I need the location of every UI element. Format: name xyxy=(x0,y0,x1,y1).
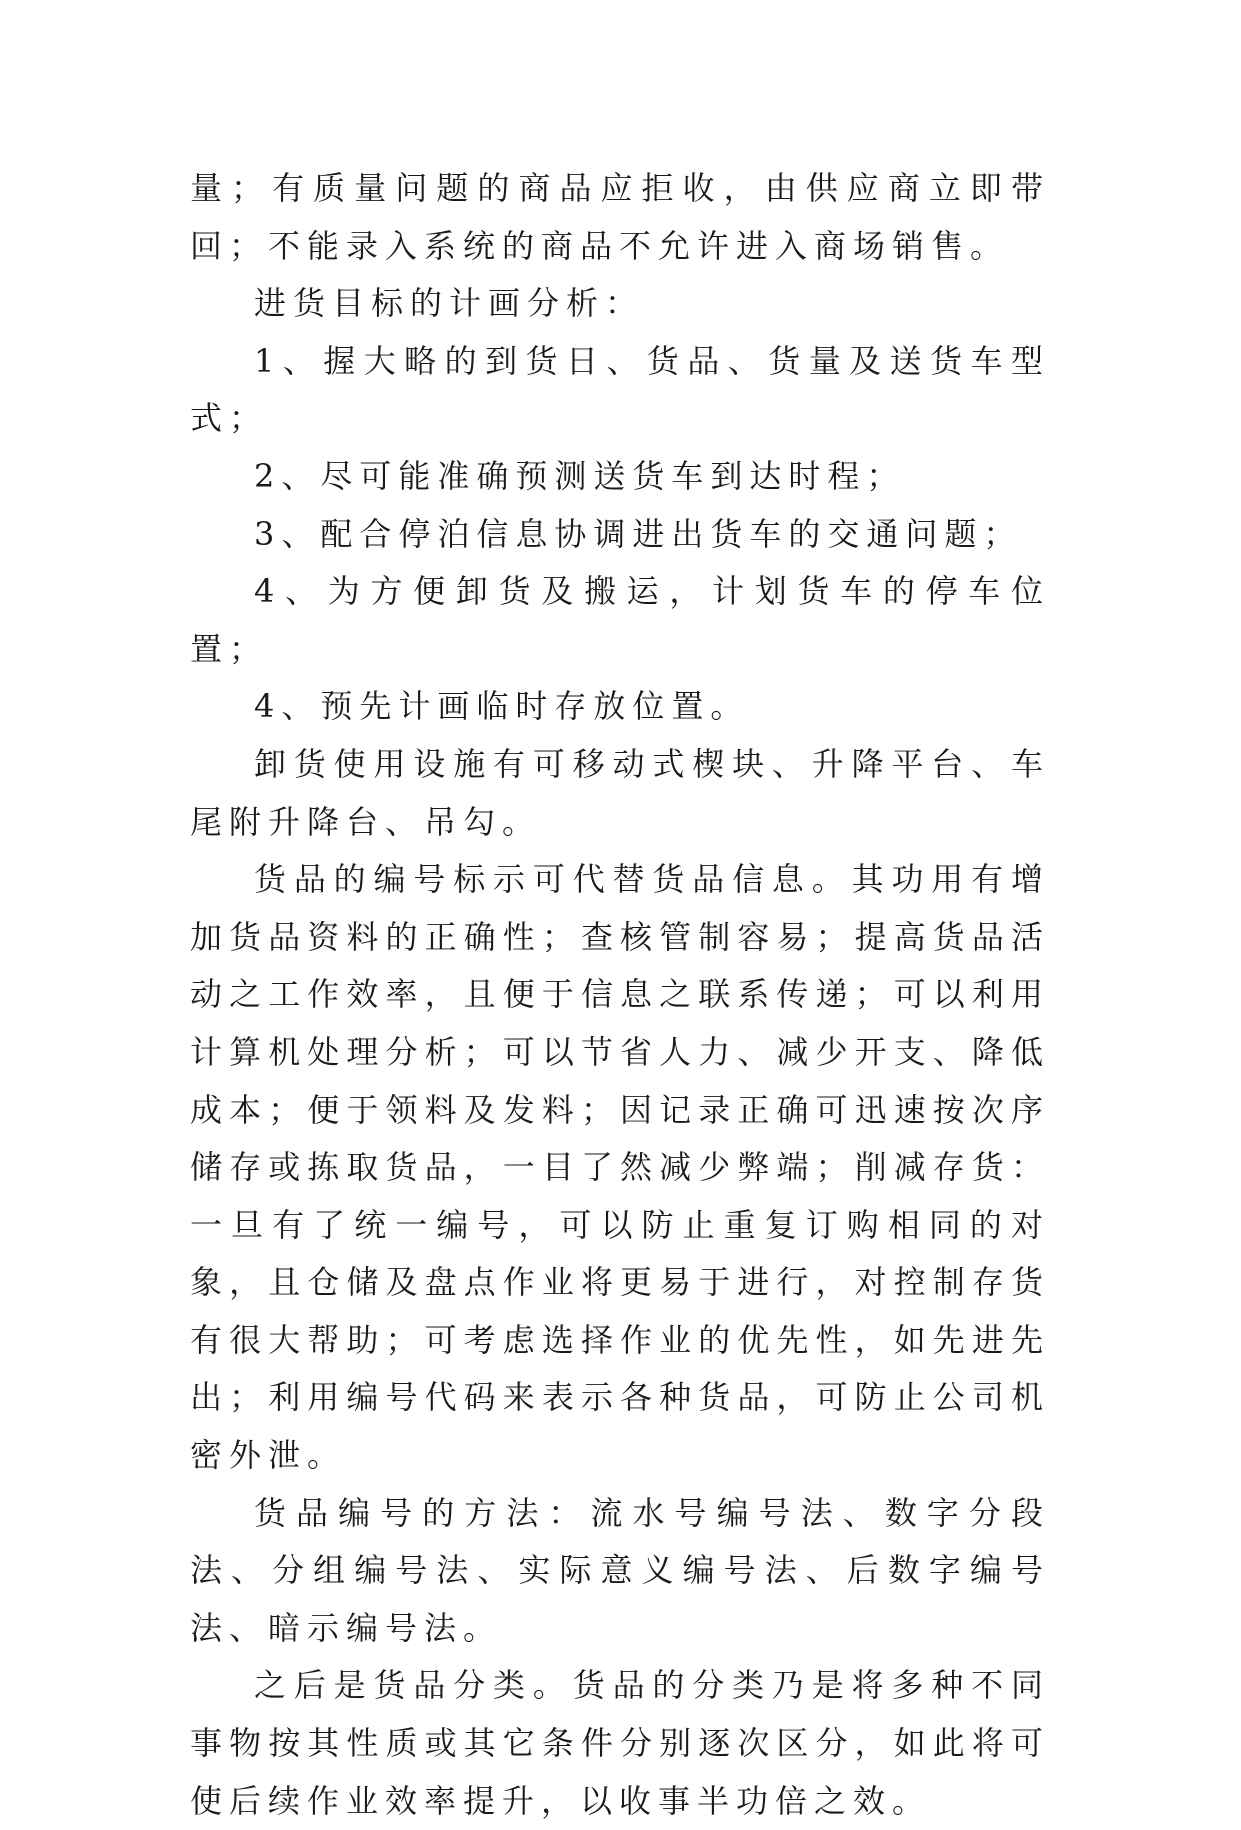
list-item: 3、配合停泊信息协调进出货车的交通问题； xyxy=(254,514,1023,553)
paragraph-plan-heading: 进货目标的计画分析： xyxy=(254,284,645,323)
paragraph-numbering-benefits: 货品的编号标示可代替货品信息。其功用有增加货品资料的正确性；查核管制容易；提高货品活动之工作效率，且便于信息之联系传递；可以利用计算机处理分析；可以节省人力、减少开支、降低成本；便于领料及发料；因记录正确可迅速按次序储存或拣取货品，一目了然减少弊端；削减存货：一旦有了统一编号，可以防止重复订购相同的对象，且仓储及盘点作业将更易于进行，对控制存货有很大帮助；可考虑选择作业的优先性，如先进先出；利用编号代码来表示各种货品，可防止公司机密外泄。 xyxy=(190,860,1050,1475)
paragraph-numbering-methods: 货品编号的方法：流水号编号法、数字分段法、分组编号法、实际意义编号法、后数字编号法、暗示编号法。 xyxy=(190,1493,1050,1647)
list-item: 4、预先计画临时存放位置。 xyxy=(254,687,750,726)
paragraph-continuation: 量；有质量问题的商品应拒收，由供应商立即带回；不能录入系统的商品不允许进入商场销售。 xyxy=(190,169,1050,265)
list-item: 2、尽可能准确预测送货车到达时程； xyxy=(254,456,906,495)
list-item: 1、握大略的到货日、货品、货量及送货车型式； xyxy=(190,341,1050,438)
document-body xyxy=(190,160,1050,1830)
paragraph-classification: 之后是货品分类。货品的分类乃是将多种不同事物按其性质或其它条件分别逐次区分，如此将可使后续作业效率提升，以收事半功倍之效。 xyxy=(190,1666,1050,1820)
paragraph-unloading-equipment: 卸货使用设施有可移动式楔块、升降平台、车尾附升降台、吊勾。 xyxy=(190,744,1050,841)
list-item: 4、为方便卸货及搬运，计划货车的停车位置； xyxy=(190,572,1050,668)
